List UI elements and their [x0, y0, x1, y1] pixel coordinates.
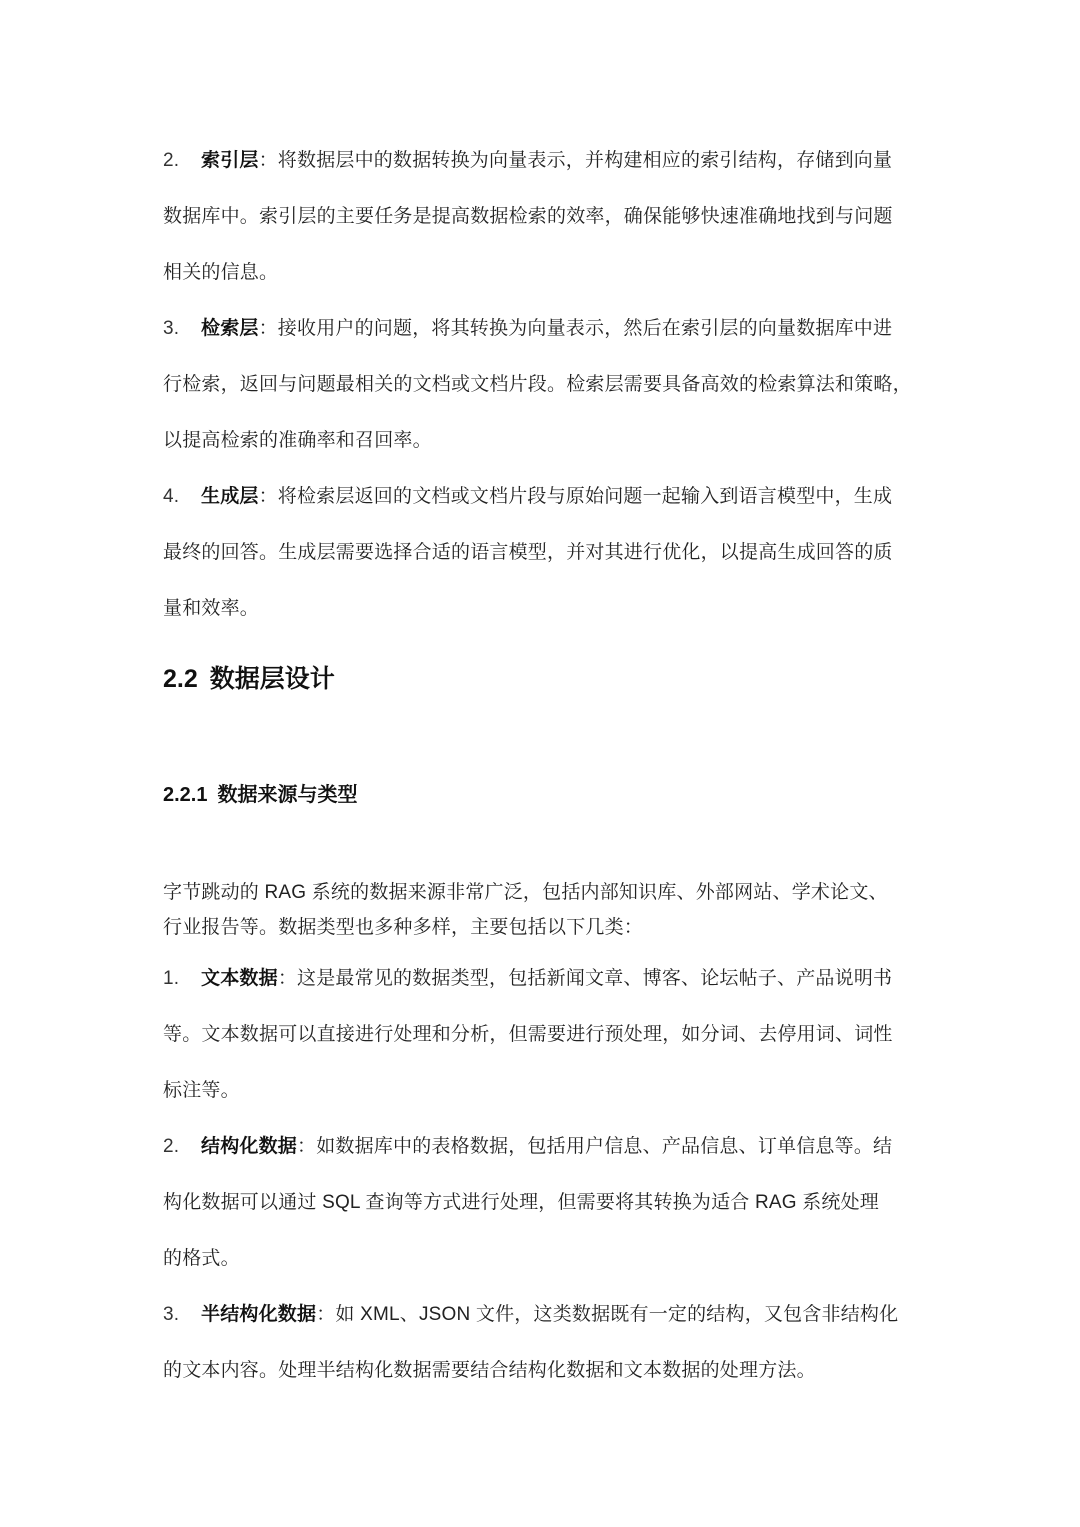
list-term: 生成层: [201, 486, 259, 507]
paragraph-line: 行业报告等。数据类型也多种多样，主要包括以下几类：: [163, 917, 644, 938]
section-number: 2.2: [163, 665, 198, 693]
list-text: ：如 XML、JSON 文件，这类数据既有一定的结构，又包含非结构化: [316, 1304, 899, 1325]
subsection-heading: [163, 781, 357, 809]
list-item-line: [163, 316, 923, 342]
list-term: 结构化数据: [201, 1136, 298, 1157]
list-number: 4.: [163, 486, 180, 507]
list-item-line: 的格式。: [163, 1248, 240, 1269]
list-item-line: [163, 484, 923, 510]
list-item-line: [163, 966, 923, 992]
section-heading: [163, 663, 335, 695]
list-item-line: 相关的信息。: [163, 262, 279, 283]
list-item-line: 行检索，返回与问题最相关的文档或文档片段。检索层需要具备高效的检索算法和策略，: [163, 374, 912, 395]
list-text: ：接收用户的问题，将其转换为向量表示，然后在索引层的向量数据库中进: [258, 318, 893, 339]
list-text: ：如数据库中的表格数据，包括用户信息、产品信息、订单信息等。结: [297, 1136, 893, 1157]
subsection-number: 2.2.1: [163, 784, 208, 806]
section-title: 数据层设计: [209, 665, 335, 693]
list-item-line: [163, 1134, 923, 1160]
list-text: ：将检索层返回的文档或文档片段与原始问题一起输入到语言模型中，生成: [258, 486, 893, 507]
paragraph-line: 字节跳动的 RAG 系统的数据来源非常广泛，包括内部知识库、外部网站、学术论文、: [163, 882, 888, 903]
list-item-line: [163, 1302, 923, 1328]
list-item-line: 以提高检索的准确率和召回率。: [163, 430, 432, 451]
list-number: 2.: [163, 150, 180, 171]
list-number: 2.: [163, 1136, 180, 1157]
list-item-line: 数据库中。索引层的主要任务是提高数据检索的效率，确保能够快速准确地找到与问题: [163, 206, 893, 227]
list-item-line: 量和效率。: [163, 598, 260, 619]
list-text: ：将数据层中的数据转换为向量表示，并构建相应的索引结构，存储到向量: [258, 150, 893, 171]
list-item-line: 构化数据可以通过 SQL 查询等方式进行处理，但需要将其转换为适合 RAG 系统处理: [163, 1192, 880, 1213]
list-number: 3.: [163, 318, 180, 339]
list-term: 索引层: [201, 150, 259, 171]
list-term: 检索层: [201, 318, 259, 339]
list-number: 1.: [163, 968, 180, 989]
list-term: 文本数据: [201, 968, 278, 989]
subsection-title: 数据来源与类型: [217, 784, 358, 806]
list-item-line: [163, 148, 923, 174]
list-item-line: 最终的回答。生成层需要选择合适的语言模型，并对其进行优化，以提高生成回答的质: [163, 542, 893, 563]
list-number: 3.: [163, 1304, 180, 1325]
list-item-line: 的文本内容。处理半结构化数据需要结合结构化数据和文本数据的处理方法。: [163, 1360, 816, 1381]
list-text: ：这是最常见的数据类型，包括新闻文章、博客、论坛帖子、产品说明书: [277, 968, 893, 989]
list-term: 半结构化数据: [201, 1304, 317, 1325]
list-item-line: 标注等。: [163, 1080, 240, 1101]
list-item-line: 等。文本数据可以直接进行处理和分析，但需要进行预处理，如分词、去停用词、词性: [163, 1024, 893, 1045]
